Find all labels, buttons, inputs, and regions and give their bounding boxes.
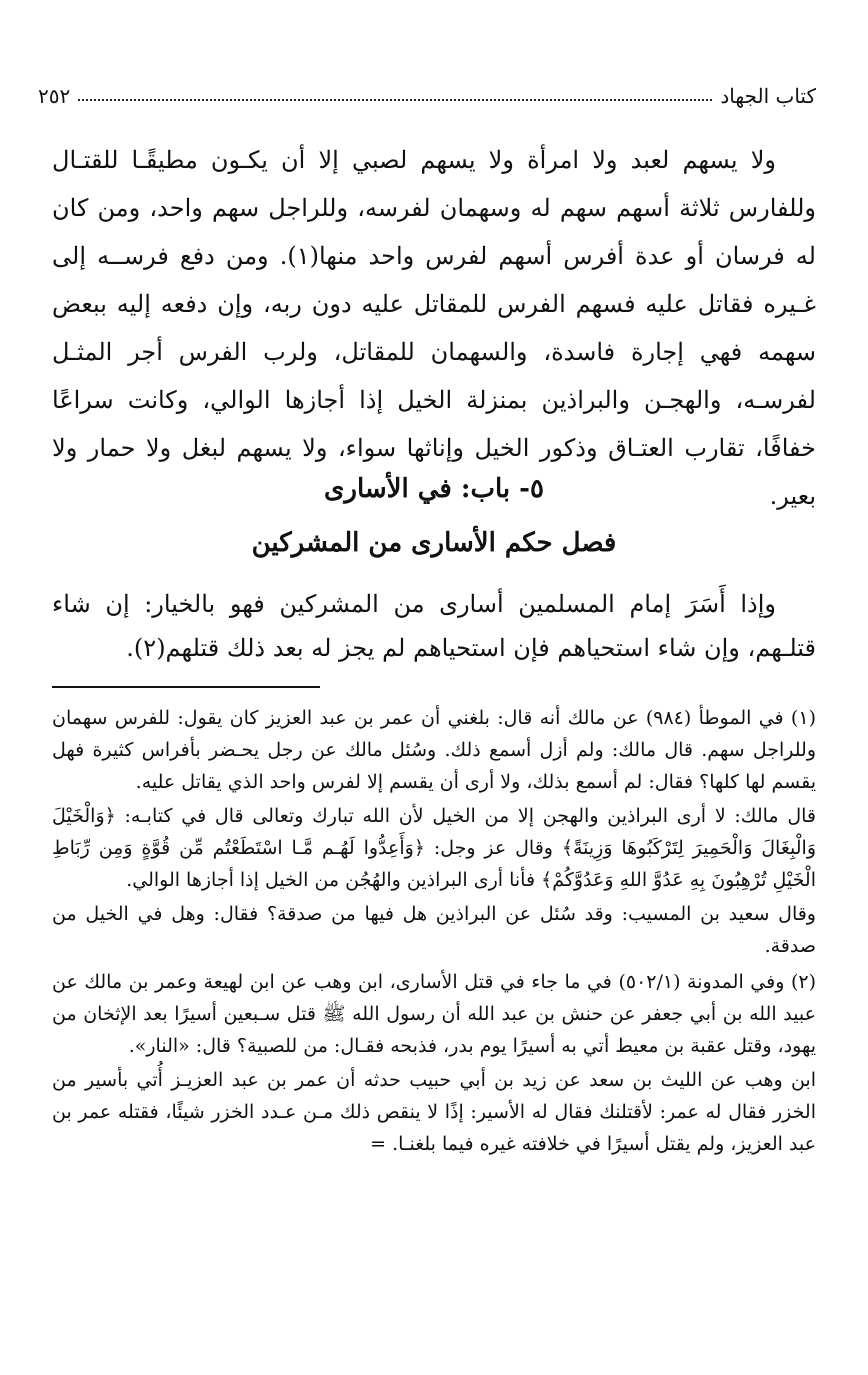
footnotes [52,702,816,1160]
main-text [52,136,816,520]
header-title: كتاب الجهاد [720,84,816,108]
footnote-1-line-3: وقال سعيد بن المسيب: وقد سُئل عن البراذين هل فيها من صدقة؟ فقال: وهل في الخيل من صدقة. [52,903,816,957]
section-paragraph: وإذا أَسَرَ إمام المسلمين أسارى من المشركين فهو بالخيار: إن شاء قتلـهم، وإن شاء استحياهم فإن استحياهم لم يجز له بعد ذلك قتلهم(٢). [52,590,816,662]
footnote-1-line-2: قال مالك: لا أرى البراذين والهجن إلا من الخيل لأن الله تبارك وتعالى قال في كتابـه: ﴿وَالْخَيْلَ وَالْبِغَالَ وَالْحَمِيرَ لِتَرْكَبُوهَا وَزِينَةً﴾ وقال عز وجل: ﴿وَأَعِدُّوا لَهُـم مَّـا اسْتَطَعْتُم مِّن قُوَّةٍ وَمِن رِّبَاطِ الْخَيْلِ تُرْهِبُونَ بِهِ عَدُوَّ اللهِ وَعَدُوَّكُمْ﴾ فأنا أرى البراذين والهُجُن من الخيل إذا أجازها الوالي. [52,805,816,891]
subsection-title: فصل حكم الأسارى من المشركين [251,528,617,558]
footnote-1-line-1: (١) في الموطأ (٩٨٤) عن مالك أنه قال: بلغني أن عمر بن عبد العزيز كان يقول: للفرس سهمان وللراجل سهم. قال مالك: ولم أزل أسمع ذلك. وسُئل مالك عن رجل يحـضر بأفراس كثيرة فهل يقسم لها كلها؟ فقال: لم أسمع بذلك، ولا أرى أن يقسم إلا لفرس واحد الذي يقاتل عليه. [52,707,816,793]
footnote-2-line-2: ابن وهب عن الليث بن سعد عن زيد بن أبي حبيب حدثه أن عمر بن عبد العزيـز أُتي بأسير من الخزر فقال له عمر: لأقتلنك فقال له الأسير: إذًا لا ينقص ذلك مـن عـدد الخزر شيئًا، فقتله عمر بن عبد العزيز، ولم يقتل أسيرًا في خلافته غيره فيما بلغنـا. = [52,1069,816,1155]
running-header [38,80,816,108]
footnote-2-line-1: (٢) وفي المدونة (٥٠٢/١) في ما جاء في قتل الأسارى، ابن وهب عن ابن لهيعة وعمر بن مالك عن عبيد الله بن أبي جعفر عن حنش بن عبد الله أن رسول الله ﷺ قتل سـبعين أسيرًا بعد الإثخان من يهود، وقتل عقبة بن معيط أتي به أسيرًا يوم بدر، فذبحه فقـال: من للصبية؟ قال: «النار». [52,971,816,1057]
chapter-title: ٥- باب: في الأسارى [324,474,544,504]
page-number: ٢٥٢ [38,84,71,108]
footnote-separator [52,686,320,688]
main-paragraph: ولا يسهم لعبد ولا امرأة ولا يسهم لصبي إلا أن يكـون مطيقًـا للقتـال وللفارس ثلاثة أسهم سهم له وسهمان لفرسه، وللراجل سهم واحد، ومن كان له فرسان أو عدة أفرس أسهم لفرس واحد منها(١). ومن دفع فرســه إلى غـيره فقاتل عليه فسهم الفرس للمقاتل عليه دون ربه، وإن دفعه إليه ببعض سهمه فهي إجارة فاسدة، والسهمان للمقاتل، ولرب الفرس أجر المثـل لفرسـه، والهجـن والبراذين بمنزلة الخيل إذا أجازها الوالي، وكانت سراعًا خفافًا، تقارب العتـاق وذكور الخيل وإناثها سواء، ولا يسهم لبغل ولا حمار ولا بعير. [52,146,816,510]
header-dot-leader [78,99,712,101]
